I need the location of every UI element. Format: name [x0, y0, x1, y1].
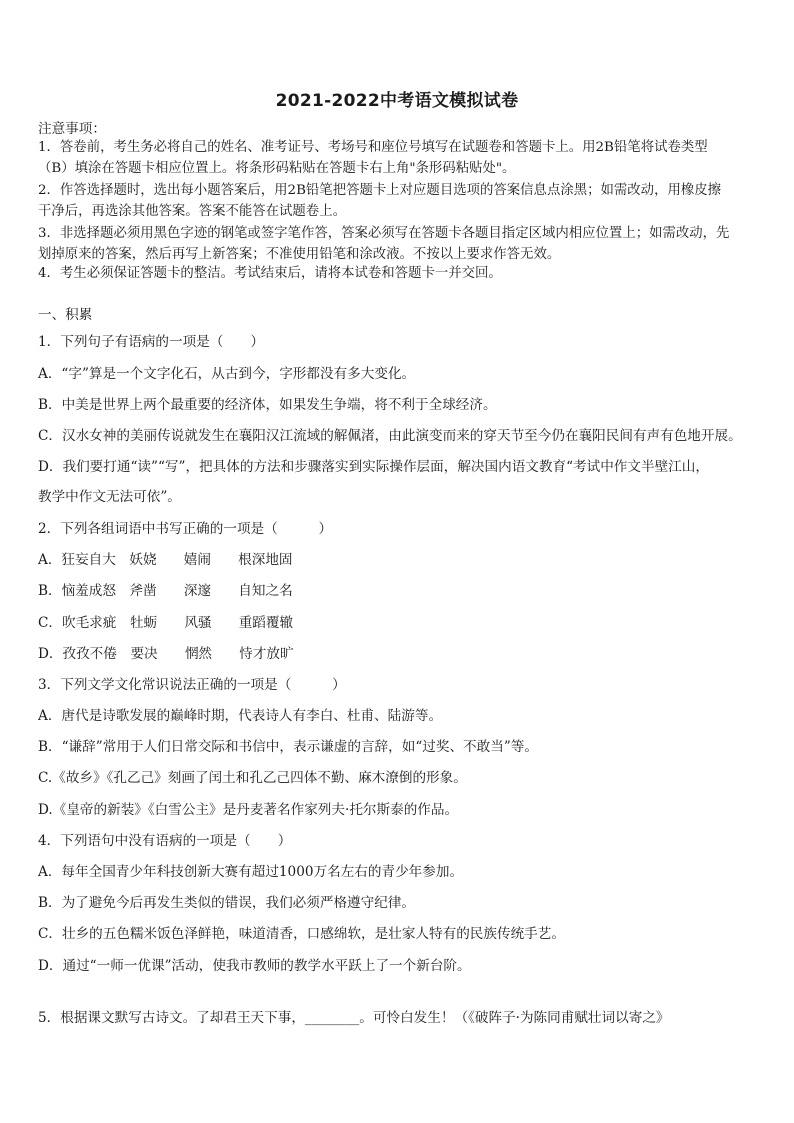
question-stem: 5．根据课文默写古诗文。了却君王天下事，________。可怜白发生！（《破阵子·为陈同甫赋壮词以寄之》 [38, 1010, 670, 1026]
answer-option: D．通过“一师一优课”活动，使我市教师的教学水平跃上了一个新台阶。 [38, 958, 471, 974]
answer-option: B．恼羞成怒 斧凿 深邃 自知之名 [38, 583, 293, 599]
answer-option: A．“字”算是一个文字化石，从古到今，字形都没有多大变化。 [38, 366, 416, 382]
answer-option: D．孜孜不倦 要决 惘然 恃才放旷 [38, 646, 294, 662]
notice-line: 4．考生必须保证答题卡的整洁。考试结束后，请将本试卷和答题卡一并交回。 [38, 266, 502, 281]
answer-option: D．我们要打通“读”“写”，把具体的方法和步骤落实到实际操作层面，解决国内语文教育“考试中作文半壁江山， [38, 459, 709, 475]
section-heading: 一、积累 [38, 307, 93, 323]
answer-option: C．壮乡的五色糯米饭色泽鲜艳，味道清香，口感绵软，是壮家人特有的民族传统手艺。 [38, 926, 565, 942]
answer-option: D.《皇帝的新装》《白雪公主》是丹麦著名作家列夫·托尔斯泰的作品。 [38, 802, 459, 818]
answer-option: C．汉水女神的美丽传说就发生在襄阳汉江流域的解佩渚，由此演变而来的穿天节至今仍在襄阳民间有声有色地开展。 [38, 428, 742, 444]
question-stem: 2．下列各组词语中书写正确的一项是（ ） [38, 521, 333, 537]
question-stem: 1．下列句子有语病的一项是（ ） [38, 334, 265, 350]
answer-option: C．吹毛求疵 牡蛎 风骚 重蹈覆辙 [38, 615, 294, 631]
notice-line: 2．作答选择题时，选出每小题答案后，用2B铅笔把答题卡上对应题目选项的答案信息点涂黑；如需改动，用橡皮擦 [38, 183, 722, 198]
notice-line: （B）填涂在答题卡相应位置上。将条形码粘贴在答题卡右上角"条形码粘贴处"。 [38, 161, 516, 176]
answer-option: B．“谦辞”常用于人们日常交际和书信中，表示谦虚的言辞，如“过奖、不敢当”等。 [38, 739, 538, 755]
notice-line: 1．答卷前，考生务必将自己的姓名、准考证号、考场号和座位号填写在试题卷和答题卡上。用2B铅笔将试卷类型 [38, 140, 708, 155]
notice-line: 3．非选择题必须用黑色字迹的钢笔或签字笔作答，答案必须写在答题卡各题目指定区域内相应位置上；如需改动，先 [38, 226, 730, 241]
answer-option: B．为了避免今后再发生类似的错误，我们必须严格遵守纪律。 [38, 895, 416, 911]
notice-line: 干净后，再选涂其他答案。答案不能答在试题卷上。 [38, 204, 346, 219]
answer-option: C.《故乡》《孔乙己》刻画了闰土和孔乙己四体不勤、麻木潦倒的形象。 [38, 770, 467, 786]
answer-option: B．中美是世界上两个最重要的经济体，如果发生争端，将不利于全球经济。 [38, 397, 497, 413]
question-stem: 3．下列文学文化常识说法正确的一项是（ ） [38, 677, 346, 693]
notice-line: 划掉原来的答案，然后再写上新答案；不准使用铅笔和涂改液。不按以上要求作答无效。 [38, 247, 561, 262]
notice-heading: 注意事项： [38, 121, 106, 137]
answer-option: A．狂妄自大 妖娆 嬉闹 根深地固 [38, 552, 293, 568]
answer-option: 教学中作文无法可依”。 [38, 489, 181, 505]
answer-option: A．唐代是诗歌发展的巅峰时期，代表诗人有李白、杜甫、陆游等。 [38, 708, 443, 724]
answer-option: A．每年全国青少年科技创新大赛有超过1000万名左右的青少年参加。 [38, 864, 464, 880]
question-stem: 4．下列语句中没有语病的一项是（ ） [38, 833, 292, 849]
page-title: 2021-2022中考语文模拟试卷 [275, 91, 519, 111]
